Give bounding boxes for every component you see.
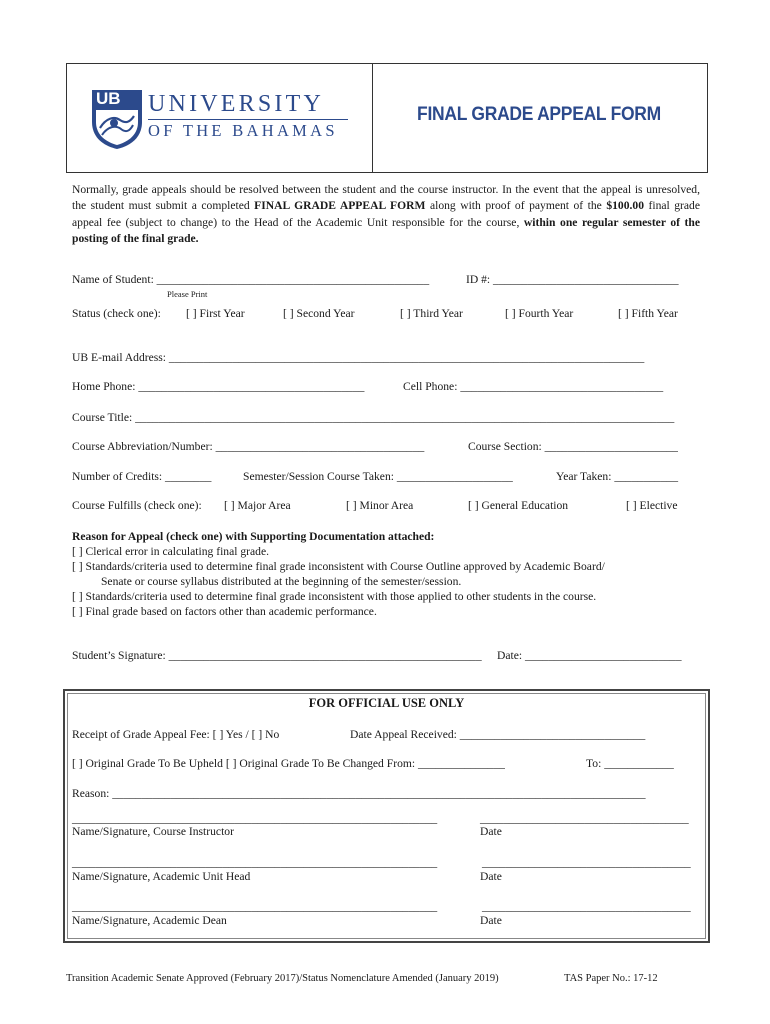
dean-label: Name/Signature, Academic Dean [72, 914, 227, 927]
form-title: FINAL GRADE APPEAL FORM [417, 104, 661, 125]
fulfills-gen-ed-checkbox[interactable]: [ ] General Education [468, 499, 569, 512]
grade-decision-checkboxes[interactable]: [ ] Original Grade To Be Upheld [ ] Original Grade To Be Changed From: _______________ [72, 757, 505, 770]
official-use-title: FOR OFFICIAL USE ONLY [308, 696, 465, 710]
status-third-year-checkbox[interactable]: [ ] Third Year [400, 307, 463, 320]
reason-standards-others-checkbox[interactable]: [ ] Standards/criteria used to determine final grade inconsistent with those applied to other students in the course. [72, 590, 597, 603]
fulfills-elective-checkbox[interactable]: [ ] Elective [626, 499, 678, 512]
intro-bold-fee: $100.00 [606, 199, 644, 213]
student-name-field[interactable]: Name of Student: _______________________________________________ [72, 273, 430, 286]
year-taken-field[interactable]: Year Taken: ___________ [556, 470, 679, 483]
status-label: Status (check one): [72, 307, 161, 320]
logo-rule [148, 119, 348, 120]
reason-other-factors-checkbox[interactable]: [ ] Final grade based on factors other than academic performance. [72, 605, 377, 618]
instructor-label: Name/Signature, Course Instructor [72, 825, 234, 838]
semester-field[interactable]: Semester/Session Course Taken: ____________________ [243, 470, 513, 483]
unit-head-date-label: Date [480, 870, 502, 883]
student-signature-field[interactable]: Student’s Signature: ______________________________________________________ [72, 649, 482, 662]
please-print-note: Please Print [167, 289, 208, 299]
logo-monogram: UB [96, 89, 121, 108]
reason-heading: Reason for Appeal (check one) with Supporting Documentation attached: [72, 530, 435, 543]
status-first-year-checkbox[interactable]: [ ] First Year [186, 307, 245, 320]
cell-phone-field[interactable]: Cell Phone: ___________________________________ [403, 380, 664, 393]
fulfills-major-checkbox[interactable]: [ ] Major Area [224, 499, 291, 512]
intro-bold-deadline: within one regular semester of the posting of the final grade. [72, 215, 700, 246]
instructor-date-line[interactable]: ____________________________________ [480, 812, 689, 825]
unit-head-date-line[interactable]: ____________________________________ [482, 856, 691, 869]
footer-paper-number: TAS Paper No.: 17-12 [564, 973, 658, 984]
reason-standards-outline-checkbox[interactable]: [ ] Standards/criteria used to determine final grade inconsistent with Course Outline approved by Academic Board/ [72, 560, 605, 573]
email-field[interactable]: UB E-mail Address: __________________________________________________________________________________ [72, 351, 645, 364]
status-fourth-year-checkbox[interactable]: [ ] Fourth Year [505, 307, 574, 320]
intro-text-2: along with proof of payment of the [425, 199, 607, 213]
course-section-field[interactable]: Course Section: _______________________ [468, 440, 678, 453]
student-date-field[interactable]: Date: ___________________________ [497, 649, 682, 662]
intro-paragraph [72, 182, 700, 248]
reason-section [72, 529, 712, 619]
intro-bold-form-name: FINAL GRADE APPEAL FORM [254, 199, 426, 213]
intro-text-3: final grade appeal fee (subject to change) to the Head of the Academic Unit responsible for the course, [72, 199, 700, 229]
logo-bahamas-text: OF THE BAHAMAS [148, 121, 338, 140]
home-phone-field[interactable]: Home Phone: _______________________________________ [72, 380, 365, 393]
date-received-field[interactable]: Date Appeal Received: ________________________________ [350, 728, 646, 741]
instructor-signature-line[interactable]: _______________________________________________________________ [72, 812, 438, 825]
footer-approval-note: Transition Academic Senate Approved (February 2017)/Status Nomenclature Amended (January 2019) [66, 973, 499, 984]
unit-head-signature-line[interactable]: _______________________________________________________________ [72, 856, 438, 869]
receipt-fee-checkboxes[interactable]: Receipt of Grade Appeal Fee: [ ] Yes / [ ] No [72, 728, 280, 741]
fulfills-minor-checkbox[interactable]: [ ] Minor Area [346, 499, 414, 512]
official-reason-field[interactable]: Reason: ____________________________________________________________________________________________ [72, 787, 646, 800]
course-abbrev-field[interactable]: Course Abbreviation/Number: ____________________________________ [72, 440, 425, 453]
student-id-field[interactable]: ID #: ________________________________ [466, 273, 679, 286]
status-second-year-checkbox[interactable]: [ ] Second Year [283, 307, 355, 320]
university-logo [90, 88, 355, 154]
instructor-date-label: Date [480, 825, 502, 838]
header-divider [372, 63, 373, 172]
intro-text-1: Normally, grade appeals should be resolved between the student and the course instructor. In the event that the appeal is unresolved, the student must submit a completed [72, 183, 700, 213]
reason-clerical-checkbox[interactable]: [ ] Clerical error in calculating final grade. [72, 545, 269, 558]
dean-date-line[interactable]: ____________________________________ [482, 900, 691, 913]
grade-to-field[interactable]: To: ____________ [586, 757, 674, 770]
status-fifth-year-checkbox[interactable]: [ ] Fifth Year [618, 307, 678, 320]
dean-signature-line[interactable]: _______________________________________________________________ [72, 900, 438, 913]
logo-university-text: UNIVERSITY [148, 91, 324, 117]
credits-field[interactable]: Number of Credits: ________ [72, 470, 212, 483]
fulfills-label: Course Fulfills (check one): [72, 499, 202, 512]
dean-date-label: Date [480, 914, 502, 927]
reason-standards-outline-cont: Senate or course syllabus distributed at the beginning of the semester/session. [72, 575, 462, 588]
unit-head-label: Name/Signature, Academic Unit Head [72, 870, 251, 883]
course-title-field[interactable]: Course Title: _____________________________________________________________________________________________ [72, 411, 675, 424]
